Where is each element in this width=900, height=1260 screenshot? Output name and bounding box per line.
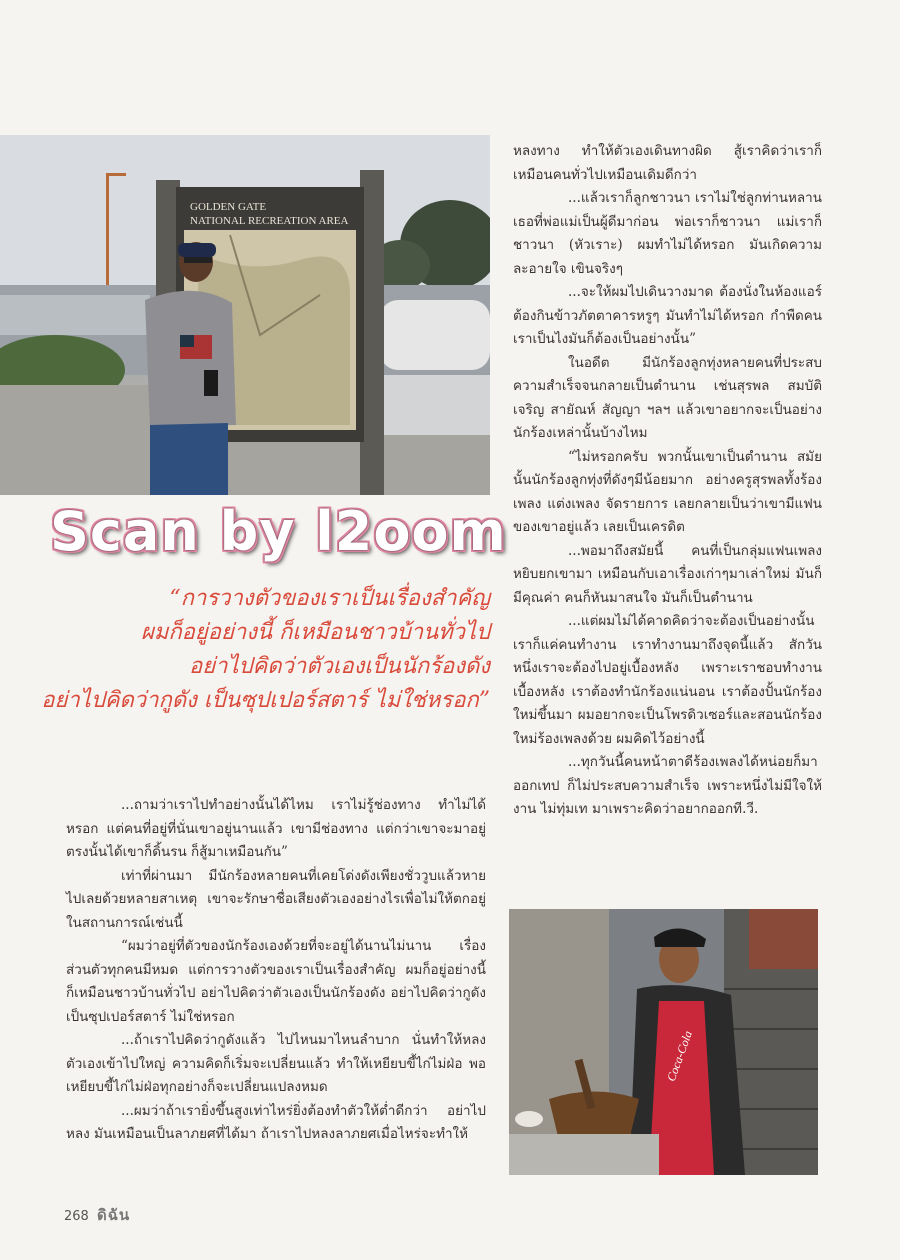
body-column-right <box>513 140 822 822</box>
pull-quote <box>30 582 490 718</box>
paragraph: ...ถ้าเราไปคิดว่ากูดังแล้ว ไปไหนมาไหนลำบาก นั่นทำให้หลงตัวเองเข้าไปใหญ่ ความคิดก็เริ่มจะเปลี่ยนแล้ว ทำให้เหยียบขี้ไก่ไม่ฝ่อ พอเหยียบขี้ไก่ไม่ฝ่อทุกอย่างก็จะเปลี่ยนแปลงหมด <box>66 1032 486 1095</box>
golden-gate-photo-illustration <box>0 135 490 495</box>
paragraph: ...แล้วเราก็ลูกชาวนา เราไม่ใช่ลูกท่านหลานเธอที่พ่อแม่เป็นผู้ดีมาก่อน พ่อเราก็ชาวนา แม่เราก็ชาวนา (หัวเราะ) ผมทำไม่ได้หรอก มันเกิดความละอายใจ เขินจริงๆ <box>513 190 822 277</box>
paragraph: ในอดีต มีนักร้องลูกทุ่งหลายคนที่ประสบความสำเร็จจนกลายเป็นตำนาน เช่นสุรพล สมบัติเจริญ สายัณห์ สัญญา ฯลฯ แล้วเขาอยากจะเป็นอย่างนักร้องเหล่านั้นบ้างไหม <box>513 354 822 441</box>
photo-mortar-cooking <box>509 909 818 1175</box>
paragraph: ...ผมว่าถ้าเรายิ่งขึ้นสูงเท่าไหร่ยิ่งต้องทำตัวให้ต่ำดีกว่า อย่าไปหลง มันเหมือนเป็นลาภยศที่ได้มา ถ้าเราไปหลงลาภยศเมื่อไหร่จะทำให้ <box>66 1102 486 1142</box>
pull-quote-line: “การวางตัวของเราเป็นเรื่องสำคัญ <box>169 586 490 611</box>
pull-quote-line: อย่าไปคิดว่ากูดัง เป็นซุปเปอร์สตาร์ ไม่ใช่หรอก” <box>41 688 490 713</box>
magazine-logo: ดิฉัน <box>96 1206 131 1224</box>
apron-text: Coca-Cola <box>663 1028 696 1084</box>
page-footer <box>64 1203 130 1227</box>
sign-line-1: GOLDEN GATE <box>190 201 267 213</box>
paragraph: ...ถามว่าเราไปทำอย่างนั้นได้ไหม เราไม่รู้ช่องทาง ทำไม่ได้หรอก แต่คนที่อยู่ที่นั่นเขาอยู่นานแล้ว เขามีช่องทาง แต่กว่าเขาจะมาอยู่ตรงนั้นได้เขาก็ดิ้นรน ก็สู้มาเหมือนกัน” <box>66 797 486 860</box>
mortar-cooking-photo-illustration <box>509 909 818 1175</box>
paragraph: เท่าที่ผ่านมา มีนักร้องหลายคนที่เคยโด่งดังเพียงชั่ววูบแล้วหายไปเลยด้วยหลายสาเหตุ เขาจะรักษาชื่อเสียงตัวเองอย่างไรเพื่อไม่ให้ตกอยู่ในสถานการณ์เช่นนี้ <box>66 867 486 931</box>
paragraph: ...จะให้ผมไปเดินวางมาด ต้องนั่งในห้องแอร์ ต้องกินข้าวภัตตาคารหรูๆ มันทำไม่ได้หรอก กำพืดคนเราเป็นไงมันก็ต้องเป็นอย่างนั้น” <box>513 284 822 347</box>
paragraph: หลงทาง ทำให้ตัวเองเดินทางผิด สู้เราคิดว่าเราก็เหมือนคนทั่วไปเหมือนเดิมดีกว่า <box>513 143 822 183</box>
pull-quote-line: อย่าไปคิดว่าตัวเองเป็นนักร้องดัง <box>189 654 490 679</box>
paragraph: ...ทุกวันนี้คนหน้าตาดีร้องเพลงได้หน่อยก็มาออกเทป ก็ไม่ประสบความสำเร็จ เพราะหนึ่งไม่มีใจให้งาน ไม่ทุ่มเท มาเพราะคิดว่าอยากออกที.วี. <box>513 754 822 817</box>
paragraph: ...แต่ผมไม่ได้คาดคิดว่าจะต้องเป็นอย่างนั้น เราก็แค่คนทำงาน เราทำงานมาถึงจุดนี้แล้ว สักวันหนึ่งเราจะต้องไปอยู่เบื้องหลัง เพราะเราชอบทำงานเบื้องหลัง เราต้องทำนักร้องแน่นอน เราต้องปั้นนักร้องใหม่ขึ้นมา ผมอยากจะเป็นโพรดิวเซอร์และสอนนักร้องใหม่ร้องเพลงด้วย ผมคิดไว้อย่างนี้ <box>513 613 822 747</box>
body-column-left <box>66 794 486 1147</box>
paragraph: “ผมว่าอยู่ที่ตัวของนักร้องเองด้วยที่จะอยู่ได้นานไม่นาน เรื่องส่วนตัวทุกคนมีหมด แต่การวางตัวของเราเป็นเรื่องสำคัญ ผมก็อยู่อย่างนี้ ก็เหมือนชาวบ้านทั่วไป อย่าไปคิดว่าตัวเองเป็นนักร้องดัง อย่าไปคิดว่ากูดัง เป็นซุปเปอร์สตาร์ ไม่ใช่หรอก <box>66 938 486 1025</box>
page-number: 268 <box>64 1209 89 1224</box>
paragraph: ...พอมาถึงสมัยนี้ คนที่เป็นกลุ่มแฟนเพลงหยิบยกเขามา เหมือนกับเอาเรื่องเก่าๆมาเล่าใหม่ มันก็มีคุณค่า คนก็หันมาสนใจ มันก็เป็นตำนาน <box>513 542 822 606</box>
scan-watermark: Scan by l2oom <box>50 500 507 563</box>
pull-quote-line: ผมก็อยู่อย่างนี้ ก็เหมือนชาวบ้านทั่วไป <box>140 620 490 645</box>
paragraph: “ไม่หรอกครับ พวกนั้นเขาเป็นตำนาน สมัยนั้นนักร้องลูกทุ่งที่ดังๆมีน้อยมาก อย่างครูสุรพลทั้งร้องเพลง แต่งเพลง จัดรายการ เลยกลายเป็นว่าเขามีแฟนของเขาอยู่แล้ว เลยเป็นเครดิต <box>513 448 822 535</box>
photo-golden-gate <box>0 135 490 495</box>
sign-line-2: NATIONAL RECREATION AREA <box>190 215 349 227</box>
